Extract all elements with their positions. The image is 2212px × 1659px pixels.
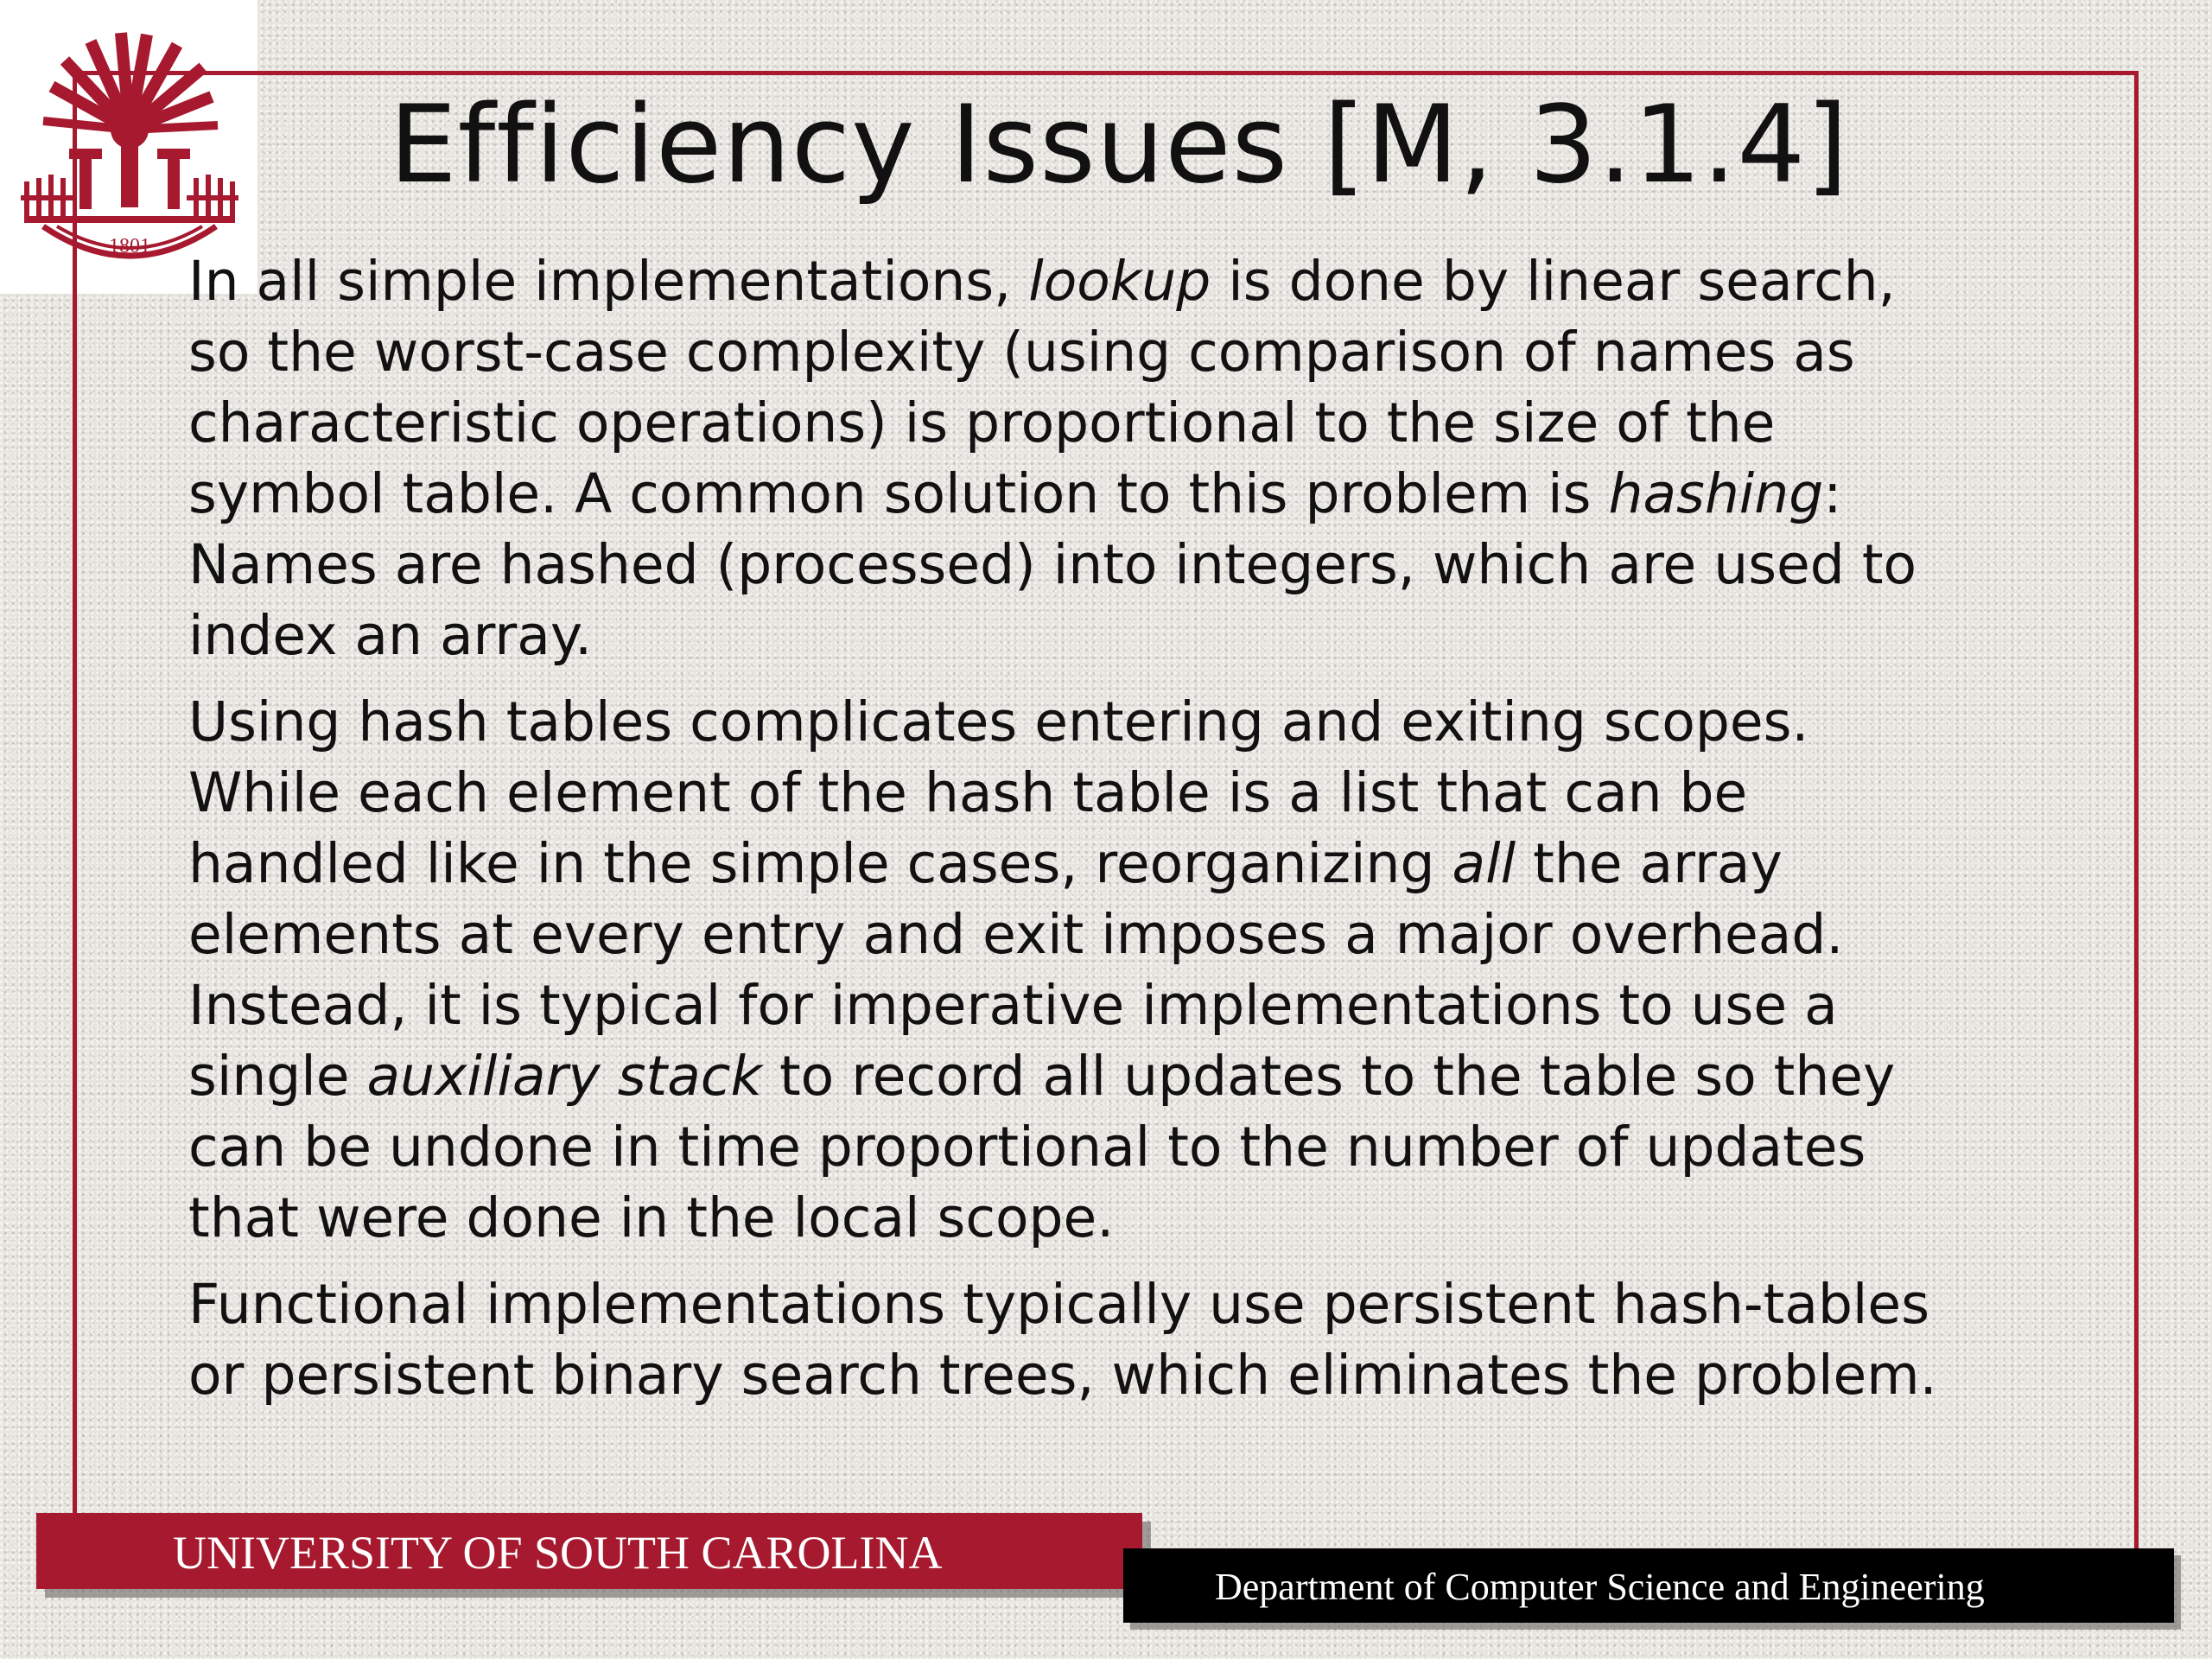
text-run: can be undone in time proportional to the number of updates [188,1116,1866,1179]
body-paragraph [188,687,2141,1254]
text-run: Functional implementations typically use persistent hash-tables [188,1273,1930,1336]
text-run: symbol table. A common solution to this problem is [188,462,1609,525]
paragraph-line [188,388,2141,459]
text-run: : [1823,462,1842,525]
paragraph-line [188,246,2141,317]
svg-text:1801: 1801 [109,235,150,257]
body-paragraph [188,1269,2141,1411]
text-run: elements at every entry and exit imposes a major overhead. [188,903,1844,966]
slide-title: Efficiency Issues [M, 3.1.4] [389,83,1849,207]
text-run: single [188,1045,367,1108]
paragraph-line [188,530,2141,601]
text-run: the array [1516,832,1783,895]
text-run: While each element of the hash table is a list that can be [188,761,1748,824]
paragraph-line [188,1112,2141,1183]
emphasized-term: hashing [1608,462,1824,525]
university-banner [36,1513,1142,1589]
text-run: In all simple implementations, [188,250,1029,313]
text-run: or persistent binary search trees, which eliminates the problem. [188,1344,1937,1407]
text-run: so the worst-case complexity (using comparison of names as [188,321,1855,384]
slide-body [188,246,2141,1427]
department-banner [1123,1548,2174,1623]
paragraph-line [188,317,2141,388]
text-run: Names are hashed (processed) into integers, which are used to [188,533,1917,596]
text-run: is done by linear search, [1211,250,1896,313]
paragraph-line [188,459,2141,530]
paragraph-line [188,758,2141,829]
emphasized-term: lookup [1028,250,1211,313]
text-run: index an array. [188,604,593,667]
emphasized-term: auxiliary stack [366,1045,762,1108]
paragraph-line [188,601,2141,671]
emphasized-term: all [1452,832,1516,895]
text-run: that were done in the local scope. [188,1186,1115,1249]
paragraph-line [188,1269,2141,1340]
department-name: Department of Computer Science and Engineering [1215,1566,1985,1608]
text-run: Instead, it is typical for imperative implementations to use a [188,974,1838,1037]
text-run: Using hash tables complicates entering and exiting scopes. [188,690,1809,753]
university-name: UNIVERSITY OF SOUTH CAROLINA [173,1527,943,1579]
text-run: handled like in the simple cases, reorganizing [188,832,1452,895]
paragraph-line [188,899,2141,970]
paragraph-line [188,1041,2141,1112]
body-paragraph [188,246,2141,671]
text-run: to record all updates to the table so they [761,1045,1896,1108]
paragraph-line [188,687,2141,758]
paragraph-line [188,970,2141,1041]
paragraph-line [188,829,2141,899]
paragraph-line [188,1340,2141,1411]
text-run: characteristic operations) is proportional to the size of the [188,391,1776,454]
paragraph-line [188,1183,2141,1254]
